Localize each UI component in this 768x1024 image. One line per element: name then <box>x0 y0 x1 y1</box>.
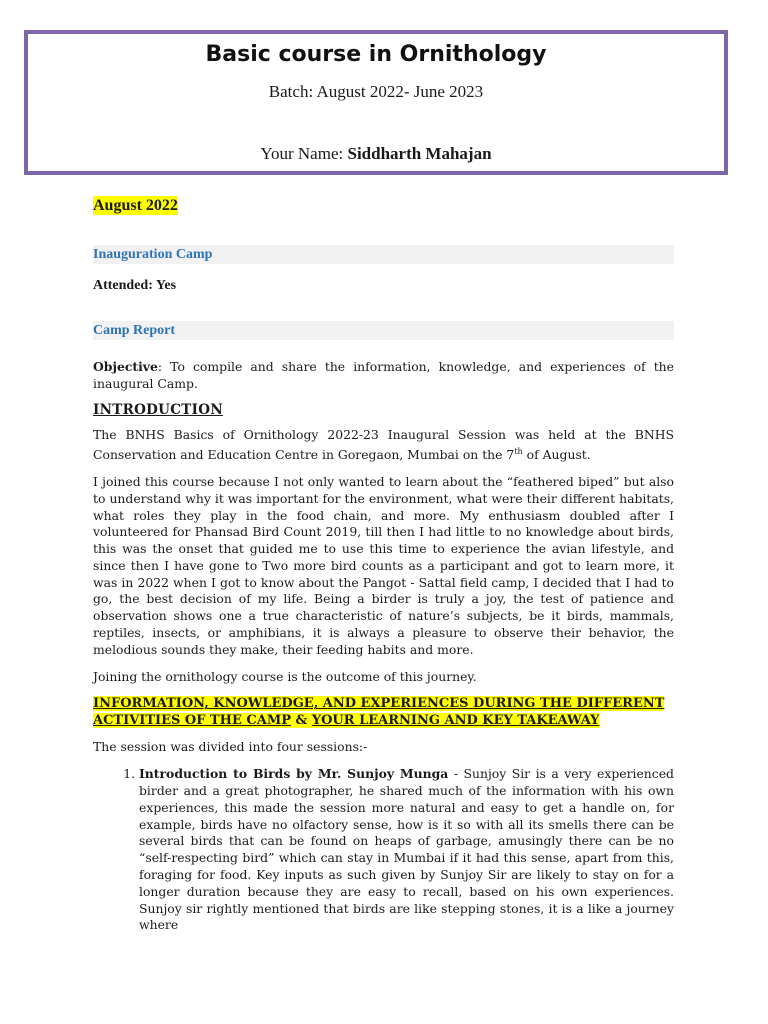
objective-paragraph <box>93 359 674 393</box>
highlight-heading <box>93 695 674 729</box>
intro-paragraph-2: I joined this course because I not only wanted to learn about the “feathered biped” but also to understand why it was important for the environment, what were their different habitats, what roles they play in the food chain, and more. My enthusiasm doubled after I volunteered for Phansad Bird Count 2019, till then I had little to no knowledge about birds, this was the onset that guided me to use this time to experience the avian lifestyle, and since then I have gone to Two more bird counts as a participant and got to learn more, it was in 2022 when I got to know about the Pangot - Sattal field camp, I decided that I had to go, the best decision of my life. Being a birder is truly a joy, the test of patience and observation shows one a true characteristic of nature’s subjects, be it birds, mammals, reptiles, insects, or amphibians, it is always a pleasure to observe their behavior, the melodious sounds they make, their feeding habits and more. <box>93 473 674 657</box>
intro-paragraph-1 <box>93 427 674 464</box>
session-text: - Sunjoy Sir is a very experienced birder and a great photographer, he shared much of the information with his own experiences, this made the session more natural and easy to get a handle on, for example, birds have no olfactory sense, how is it so with all its smells there can be several birds that can be found on heaps of garbage, amusingly there can be no “self-respecting bird” which can stay in Mumbai if it had this sense, apart from this, foraging for food. Key inputs as such given by Sunjoy Sir are likely to stay on for a longer duration because they are easy to recall, based on his own experiences. Sunjoy sir rightly mentioned that birds are like stepping stones, it is a like a journey where <box>139 766 674 933</box>
intro-p1-text: The BNHS Basics of Ornithology 2022-23 Inaugural Session was held at the BNHS Conservation and Education Centre in Goregaon, Mumbai on the 7 <box>93 427 674 463</box>
highlight-ampersand: & <box>291 713 312 729</box>
intro-p1-sup: th <box>514 446 523 456</box>
session-title: Introduction to Birds by Mr. Sunjoy Munga <box>139 766 449 782</box>
document-title: Basic course in Ornithology <box>205 42 547 67</box>
attended-line: Attended: Yes <box>93 278 177 293</box>
camp-report-bar: Camp Report <box>93 321 674 340</box>
list-item <box>139 766 674 934</box>
name-line <box>28 144 724 164</box>
batch-line: Batch: August 2022- June 2023 <box>268 82 484 101</box>
objective-label: Objective <box>93 358 158 374</box>
intro-paragraph-3: Joining the ornithology course is the outcome of this journey. <box>93 668 477 684</box>
student-name: Siddharth Mahajan <box>347 144 492 163</box>
highlight-part-1: INFORMATION, KNOWLEDGE, AND EXPERIENCES DURING THE DIFFERENT ACTIVITIES OF THE CAMP <box>93 696 665 729</box>
highlight-part-2: YOUR LEARNING AND KEY TAKEAWAY <box>311 713 600 729</box>
document-body <box>93 196 674 934</box>
month-heading: August 2022 <box>93 197 178 214</box>
introduction-heading: INTRODUCTION <box>93 402 223 419</box>
camp-title-bar: Inauguration Camp <box>93 245 674 264</box>
name-label: Your Name: <box>260 144 348 163</box>
sessions-intro: The session was divided into four sessions:- <box>93 739 368 755</box>
title-box <box>24 30 728 175</box>
objective-text: : To compile and share the information, knowledge, and experiences of the inaugural Camp. <box>93 358 674 391</box>
sessions-list <box>93 766 674 934</box>
intro-p1-end: of August. <box>522 447 591 463</box>
